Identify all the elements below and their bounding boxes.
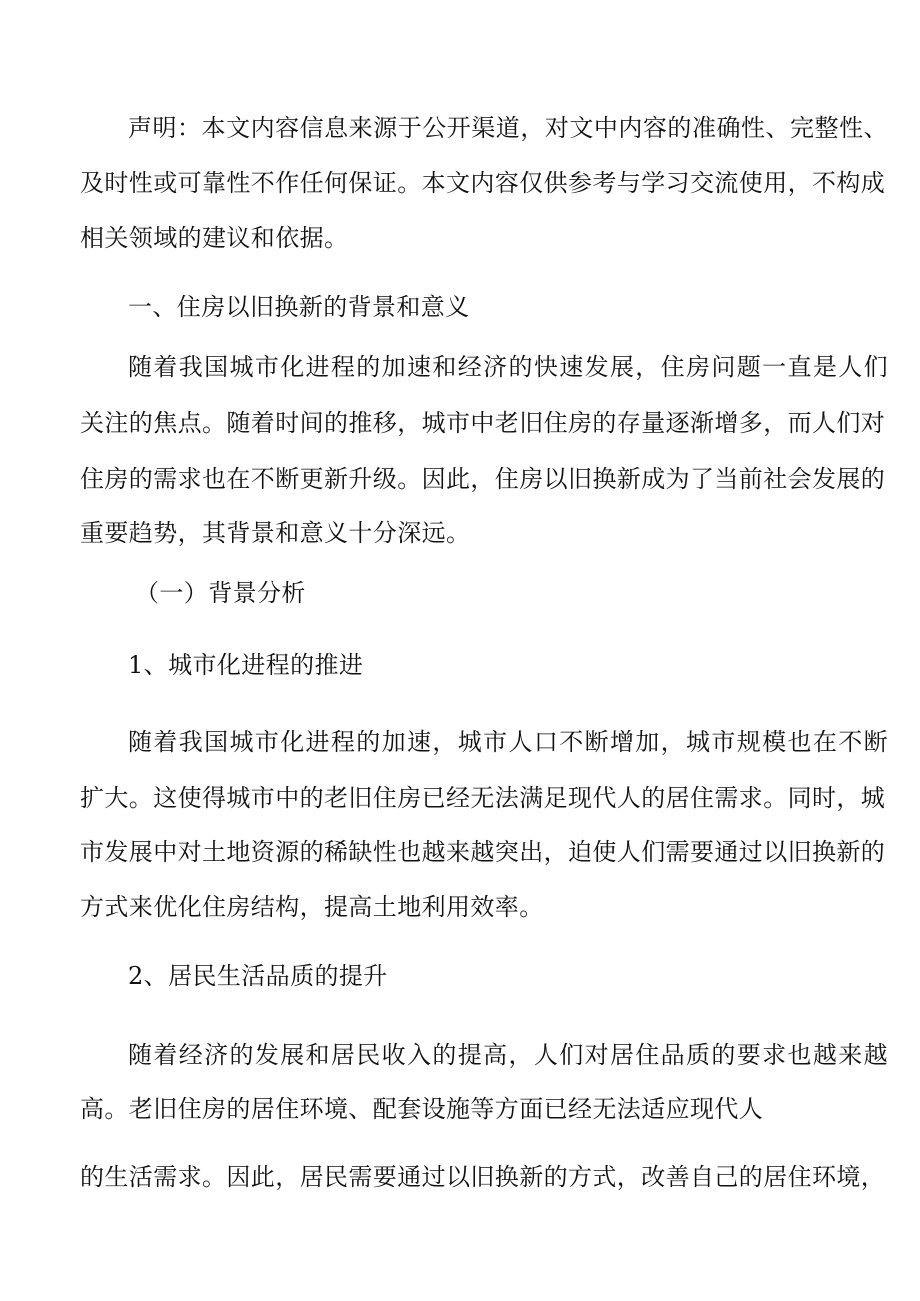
disclaimer-line-3: 相关领域的建议和依据。 — [80, 224, 349, 252]
item-1-heading: 1、城市化进程的推进 — [128, 651, 364, 679]
subsection-heading: （一）背景分析 — [135, 579, 306, 607]
item-2-heading: 2、居民生活品质的提升 — [128, 962, 388, 990]
paragraph-3-continuation: 的生活需求。因此，居民需要通过以旧换新的方式，改善自己的居住环境， — [80, 1163, 886, 1191]
paragraph-2-line-3: 市发展中对土地资源的稀缺性也越来越突出，迫使人们需要通过以旧换新的 — [80, 838, 886, 866]
paragraph-2-line-1: 随着我国城市化进程的加速，城市人口不断增加，城市规模也在不断 — [128, 728, 888, 756]
paragraph-1-line-3: 住房的需求也在不断更新升级。因此，住房以旧换新成为了当前社会发展的 — [80, 465, 886, 493]
disclaimer-line-1: 声明：本文内容信息来源于公开渠道，对文中内容的准确性、完整性、 — [128, 114, 888, 142]
disclaimer-line-2: 及时性或可靠性不作任何保证。本文内容仅供参考与学习交流使用，不构成 — [80, 169, 886, 197]
paragraph-2-line-4: 方式来优化住房结构，提高土地利用效率。 — [80, 893, 544, 921]
paragraph-1-line-1: 随着我国城市化进程的加速和经济的快速发展，住房问题一直是人们 — [128, 353, 888, 381]
paragraph-1-line-4: 重要趋势，其背景和意义十分深远。 — [80, 519, 471, 547]
paragraph-3-line-2: 高。老旧住房的居住环境、配套设施等方面已经无法适应现代人 — [80, 1095, 764, 1123]
paragraph-1-line-2: 关注的焦点。随着时间的推移，城市中老旧住房的存量逐渐增多，而人们对 — [80, 409, 886, 437]
section-heading: 一、住房以旧换新的背景和意义 — [128, 293, 470, 321]
paragraph-3-line-1: 随着经济的发展和居民收入的提高，人们对居住品质的要求也越来越 — [128, 1041, 888, 1069]
paragraph-2-line-2: 扩大。这使得城市中的老旧住房已经无法满足现代人的居住需求。同时，城 — [80, 784, 886, 812]
